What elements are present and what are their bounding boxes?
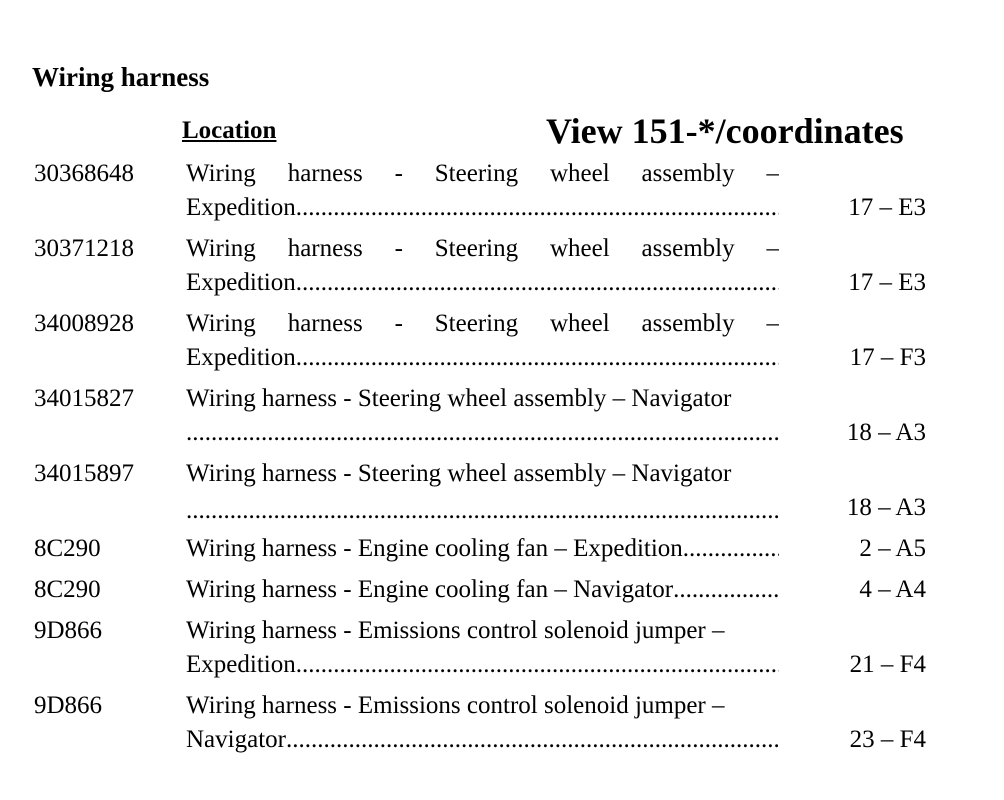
- entry-description: [186, 157, 779, 225]
- part-number: 30368648: [34, 160, 134, 187]
- dot-leader: [673, 573, 779, 607]
- dot-leader: [296, 191, 779, 225]
- entry-description: [186, 457, 779, 528]
- part-number: 34015827: [34, 385, 134, 412]
- view-coordinate: 17 – E3: [848, 194, 926, 221]
- description-leader-line: [186, 266, 779, 300]
- entry-description: [186, 532, 779, 566]
- part-number: 9D866: [34, 617, 103, 644]
- part-number: 9D866: [34, 692, 103, 719]
- entry-description: [186, 307, 779, 375]
- description-text: Expedition: [186, 194, 296, 221]
- description-leader-line: [186, 532, 779, 566]
- description-line: Wiring harness - Emissions control solenoid jumper –: [186, 692, 725, 719]
- description-text: Navigator: [186, 726, 286, 753]
- dot-leader: [296, 648, 779, 682]
- description-line: Wiring harness - Steering wheel assembly –: [186, 310, 779, 337]
- dot-leader: [296, 266, 779, 300]
- description-leader-line: [186, 341, 779, 375]
- part-number: 34008928: [34, 310, 134, 337]
- page-title: Wiring harness: [32, 62, 210, 92]
- description-line: Wiring harness - Steering wheel assembly – Navigator: [186, 460, 732, 487]
- description-line: Wiring harness - Emissions control solenoid jumper –: [186, 617, 725, 644]
- description-leader-line: [186, 723, 779, 757]
- description-text: Wiring harness - Engine cooling fan – Expedition: [186, 535, 683, 562]
- dot-leader: [186, 494, 779, 528]
- entry-description: [186, 382, 779, 450]
- description-leader-line: [186, 573, 779, 607]
- view-coordinate: 18 – A3: [846, 494, 926, 521]
- view-coordinate: 4 – A4: [859, 576, 926, 603]
- description-text: Wiring harness - Engine cooling fan – Navigator: [186, 576, 674, 603]
- part-number: 34015897: [34, 460, 134, 487]
- description-line: Wiring harness - Steering wheel assembly –: [186, 160, 779, 187]
- location-header: Location: [182, 117, 277, 144]
- description-leader-line: [186, 648, 779, 682]
- view-coordinate: 17 – E3: [848, 269, 926, 296]
- description-leader-line: [186, 494, 779, 528]
- part-number: 8C290: [34, 576, 101, 603]
- part-number: 8C290: [34, 535, 101, 562]
- description-line: Wiring harness - Steering wheel assembly –: [186, 235, 779, 262]
- view-coordinate: 21 – F4: [849, 651, 926, 678]
- description-text: Expedition: [186, 344, 296, 371]
- view-coordinate: 17 – F3: [849, 344, 926, 371]
- view-coordinate: 18 – A3: [846, 419, 926, 446]
- entry-description: [186, 573, 779, 607]
- view-coordinates-header: View 151-*/coordinates: [546, 111, 904, 151]
- dot-leader: [286, 723, 779, 757]
- entry-description: [186, 232, 779, 300]
- description-leader-line: [186, 416, 779, 450]
- entry-description: [186, 689, 779, 757]
- description-line: Wiring harness - Steering wheel assembly – Navigator: [186, 385, 732, 412]
- dot-leader: [186, 416, 779, 450]
- view-coordinate: 23 – F4: [849, 726, 926, 753]
- description-leader-line: [186, 191, 779, 225]
- view-coordinate: 2 – A5: [859, 535, 926, 562]
- entry-description: [186, 614, 779, 682]
- part-number: 30371218: [34, 235, 134, 262]
- dot-leader: [296, 341, 779, 375]
- description-text: Expedition: [186, 269, 296, 296]
- dot-leader: [683, 532, 779, 566]
- description-text: Expedition: [186, 651, 296, 678]
